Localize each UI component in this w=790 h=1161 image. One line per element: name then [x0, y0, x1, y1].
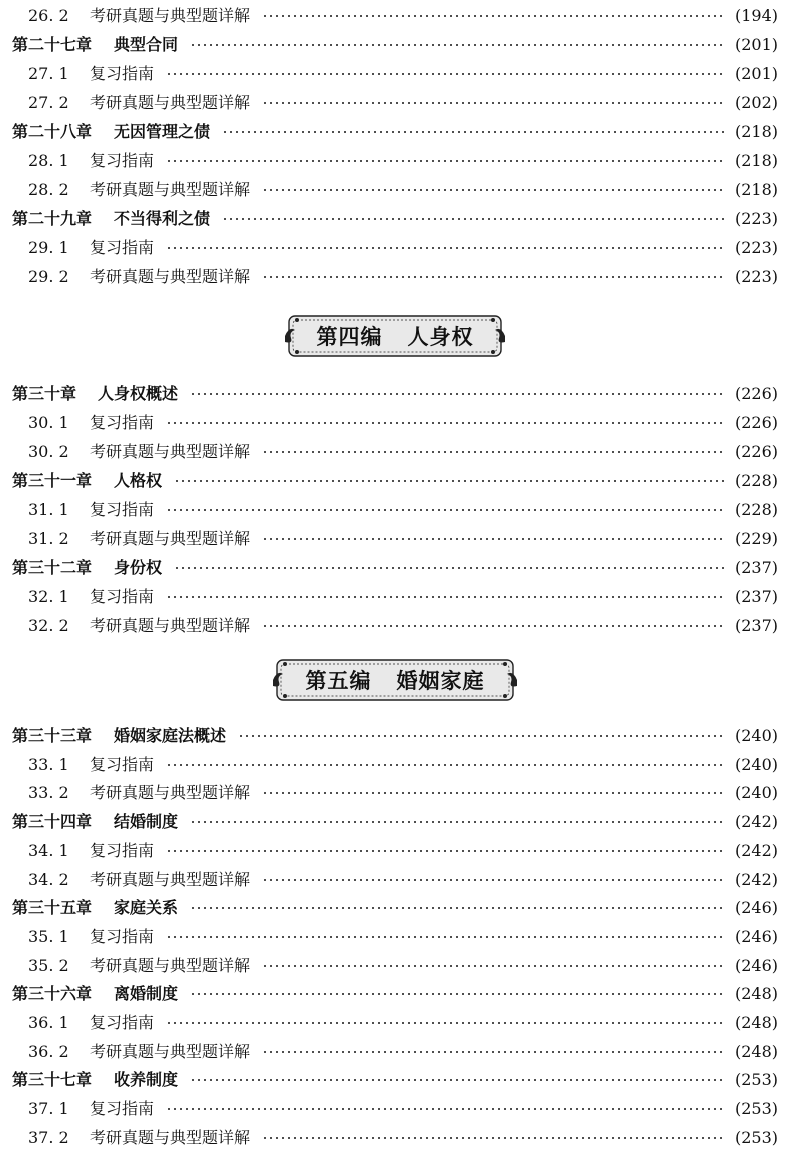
dot-leader — [166, 936, 726, 938]
page-number: (248) — [734, 984, 778, 1004]
entry-title: 考研真题与典型题详解 — [90, 869, 251, 889]
entry-title: 复习指南 — [90, 754, 155, 774]
page-number: (253) — [734, 1127, 778, 1147]
dot-leader — [222, 218, 726, 220]
part-label: 第四编 — [316, 325, 383, 349]
page-number: (218) — [734, 180, 778, 199]
entry-title: 收养制度 — [114, 1070, 179, 1090]
toc-chapter-entry[interactable] — [12, 980, 778, 1008]
page-number: (223) — [734, 209, 778, 228]
entry-number: 第二十七章 — [12, 35, 93, 54]
entry-number: 第三十六章 — [12, 984, 93, 1004]
entry-title: 考研真题与典型题详解 — [90, 1127, 251, 1147]
dot-leader — [222, 131, 726, 133]
entry-number: 27. 1 — [28, 64, 69, 83]
entry-title: 考研真题与典型题详解 — [90, 616, 251, 635]
page-number: (229) — [734, 529, 778, 548]
entry-number: 32. 1 — [28, 587, 69, 606]
toc-chapter-entry[interactable] — [12, 205, 778, 233]
entry-number: 第三十五章 — [12, 898, 93, 918]
entry-title: 考研真题与典型题详解 — [90, 783, 251, 803]
page-number: (201) — [734, 35, 778, 54]
dot-leader — [166, 160, 726, 162]
entry-number: 26. 2 — [28, 6, 69, 25]
toc-chapter-entry[interactable] — [12, 118, 778, 146]
page-number: (242) — [734, 869, 778, 889]
toc-section-entry[interactable] — [12, 837, 778, 865]
entry-title: 复习指南 — [90, 64, 155, 83]
entry-number: 第二十八章 — [12, 122, 93, 141]
entry-title: 考研真题与典型题详解 — [90, 529, 251, 548]
entry-number: 37. 1 — [28, 1099, 69, 1119]
toc-section-entry[interactable] — [12, 583, 778, 611]
entry-number: 37. 2 — [28, 1127, 69, 1147]
dot-leader — [262, 625, 726, 627]
dot-leader — [238, 735, 726, 737]
page-number: (242) — [734, 812, 778, 832]
toc-section-entry[interactable] — [12, 60, 778, 88]
entry-number: 33. 1 — [28, 754, 69, 774]
page-number: (201) — [734, 64, 778, 83]
page-number: (226) — [734, 384, 778, 403]
page-number: (237) — [734, 558, 778, 577]
entry-number: 30. 1 — [28, 413, 69, 432]
entry-title: 考研真题与典型题详解 — [90, 93, 251, 112]
dot-leader — [190, 993, 726, 995]
entry-number: 第三十三章 — [12, 726, 93, 745]
toc-chapter-entry[interactable] — [12, 380, 778, 408]
part-heading-5 — [0, 652, 790, 708]
entry-number: 31. 1 — [28, 500, 69, 519]
toc-section-entry[interactable] — [12, 1009, 778, 1037]
entry-number: 28. 2 — [28, 180, 69, 199]
entry-title: 离婚制度 — [114, 984, 179, 1004]
part-name: 婚姻家庭 — [396, 669, 485, 693]
toc-section-entry[interactable] — [12, 1124, 778, 1152]
page-number: (223) — [734, 238, 778, 257]
dot-leader — [174, 480, 726, 482]
dot-leader — [166, 764, 726, 766]
entry-title: 考研真题与典型题详解 — [90, 1041, 251, 1061]
toc-chapter-entry[interactable] — [12, 894, 778, 922]
entry-number: 36. 1 — [28, 1013, 69, 1032]
entry-title: 身份权 — [114, 558, 163, 577]
page-number: (240) — [734, 783, 778, 803]
toc-section-entry[interactable] — [12, 952, 778, 980]
toc-section-entry[interactable] — [12, 866, 778, 894]
toc-section-entry[interactable] — [12, 779, 778, 807]
toc-section-entry[interactable] — [12, 409, 778, 437]
entry-number: 第三十章 — [12, 384, 77, 403]
dot-leader — [262, 102, 726, 104]
entry-number: 35. 2 — [28, 955, 69, 975]
entry-number: 第三十七章 — [12, 1070, 93, 1090]
toc-chapter-entry[interactable] — [12, 31, 778, 59]
part-label: 第五编 — [305, 669, 372, 693]
entry-number: 第三十一章 — [12, 471, 93, 490]
dot-leader — [262, 792, 726, 794]
entry-title: 复习指南 — [90, 413, 155, 432]
part-title-4 — [317, 321, 474, 351]
part-heading-4 — [0, 308, 790, 364]
toc-section-entry[interactable] — [12, 234, 778, 262]
entry-title: 考研真题与典型题详解 — [90, 442, 251, 461]
entry-title: 复习指南 — [90, 238, 155, 257]
entry-number: 32. 2 — [28, 616, 69, 635]
page-number: (248) — [734, 1041, 778, 1061]
dot-leader — [166, 1022, 726, 1024]
page-number: (218) — [734, 151, 778, 170]
entry-number: 第三十二章 — [12, 558, 93, 577]
dot-leader — [262, 276, 726, 278]
entry-number: 31. 2 — [28, 529, 69, 548]
toc-section-entry[interactable] — [12, 438, 778, 466]
toc-chapter-entry[interactable] — [12, 1066, 778, 1094]
entry-number: 35. 1 — [28, 926, 69, 946]
entry-title: 考研真题与典型题详解 — [90, 6, 251, 25]
page-number: (202) — [734, 93, 778, 112]
entry-title: 婚姻家庭法概述 — [114, 726, 227, 745]
toc-section-entry[interactable] — [12, 923, 778, 951]
entry-title: 复习指南 — [90, 500, 155, 519]
toc-section-entry[interactable] — [12, 751, 778, 779]
entry-number: 27. 2 — [28, 93, 69, 112]
toc-chapter-entry[interactable] — [12, 467, 778, 495]
entry-title: 考研真题与典型题详解 — [90, 180, 251, 199]
entry-title: 复习指南 — [90, 1013, 155, 1032]
page-number: (240) — [734, 754, 778, 774]
dot-leader — [174, 567, 726, 569]
dot-leader — [166, 73, 726, 75]
dot-leader — [262, 538, 726, 540]
toc-section-entry[interactable] — [12, 496, 778, 524]
toc-chapter-entry[interactable] — [12, 808, 778, 836]
page-number: (228) — [734, 500, 778, 519]
entry-title: 家庭关系 — [114, 898, 179, 918]
dot-leader — [166, 1108, 726, 1110]
entry-title: 考研真题与典型题详解 — [90, 267, 251, 286]
entry-number: 第三十四章 — [12, 812, 93, 832]
page-number: (246) — [734, 926, 778, 946]
entry-title: 典型合同 — [114, 35, 179, 54]
dot-leader — [166, 596, 726, 598]
toc-section-entry[interactable] — [12, 147, 778, 175]
entry-title: 复习指南 — [90, 1099, 155, 1119]
entry-title: 不当得利之债 — [114, 209, 211, 228]
entry-title: 无因管理之债 — [114, 122, 211, 141]
page-number: (248) — [734, 1013, 778, 1032]
entry-number: 29. 2 — [28, 267, 69, 286]
part-name: 人身权 — [407, 325, 474, 349]
page-number: (242) — [734, 840, 778, 860]
entry-title: 人身权概述 — [98, 384, 179, 403]
dot-leader — [190, 821, 726, 823]
page-number: (253) — [734, 1099, 778, 1119]
entry-title: 复习指南 — [90, 926, 155, 946]
entry-title: 考研真题与典型题详解 — [90, 955, 251, 975]
page-number: (223) — [734, 267, 778, 286]
toc-section-entry[interactable] — [12, 1038, 778, 1066]
dot-leader — [262, 965, 726, 967]
page-number: (246) — [734, 898, 778, 918]
entry-number: 30. 2 — [28, 442, 69, 461]
entry-number: 29. 1 — [28, 238, 69, 257]
toc-section-entry[interactable] — [12, 89, 778, 117]
toc-section-entry[interactable] — [12, 525, 778, 553]
entry-number: 36. 2 — [28, 1041, 69, 1061]
page-number: (237) — [734, 616, 778, 635]
toc-section-entry[interactable] — [12, 1095, 778, 1123]
page-number: (228) — [734, 471, 778, 490]
toc-section-entry[interactable] — [12, 2, 778, 30]
part-title-5 — [306, 665, 485, 695]
entry-number: 第二十九章 — [12, 209, 93, 228]
toc-section-entry[interactable] — [12, 612, 778, 640]
page-number: (226) — [734, 442, 778, 461]
page-number: (226) — [734, 413, 778, 432]
toc-section-entry[interactable] — [12, 263, 778, 291]
dot-leader — [166, 422, 726, 424]
page-number: (240) — [734, 726, 778, 745]
entry-title: 结婚制度 — [114, 812, 179, 832]
dot-leader — [262, 451, 726, 453]
page-number: (253) — [734, 1070, 778, 1090]
entry-number: 33. 2 — [28, 783, 69, 803]
dot-leader — [166, 247, 726, 249]
dot-leader — [190, 907, 726, 909]
dot-leader — [190, 1079, 726, 1081]
entry-title: 人格权 — [114, 471, 163, 490]
entry-title: 复习指南 — [90, 587, 155, 606]
page-number: (237) — [734, 587, 778, 606]
page-number: (218) — [734, 122, 778, 141]
dot-leader — [262, 1051, 726, 1053]
entry-number: 34. 1 — [28, 840, 69, 860]
toc-section-entry[interactable] — [12, 176, 778, 204]
dot-leader — [190, 393, 726, 395]
dot-leader — [190, 44, 726, 46]
dot-leader — [262, 1137, 726, 1139]
dot-leader — [166, 509, 726, 511]
entry-title: 复习指南 — [90, 151, 155, 170]
entry-title: 复习指南 — [90, 840, 155, 860]
toc-chapter-entry[interactable] — [12, 722, 778, 750]
dot-leader — [262, 15, 726, 17]
page-number: (194) — [734, 6, 778, 25]
toc-chapter-entry[interactable] — [12, 554, 778, 582]
dot-leader — [262, 879, 726, 881]
dot-leader — [262, 189, 726, 191]
page-number: (246) — [734, 955, 778, 975]
entry-number: 28. 1 — [28, 151, 69, 170]
dot-leader — [166, 850, 726, 852]
entry-number: 34. 2 — [28, 869, 69, 889]
